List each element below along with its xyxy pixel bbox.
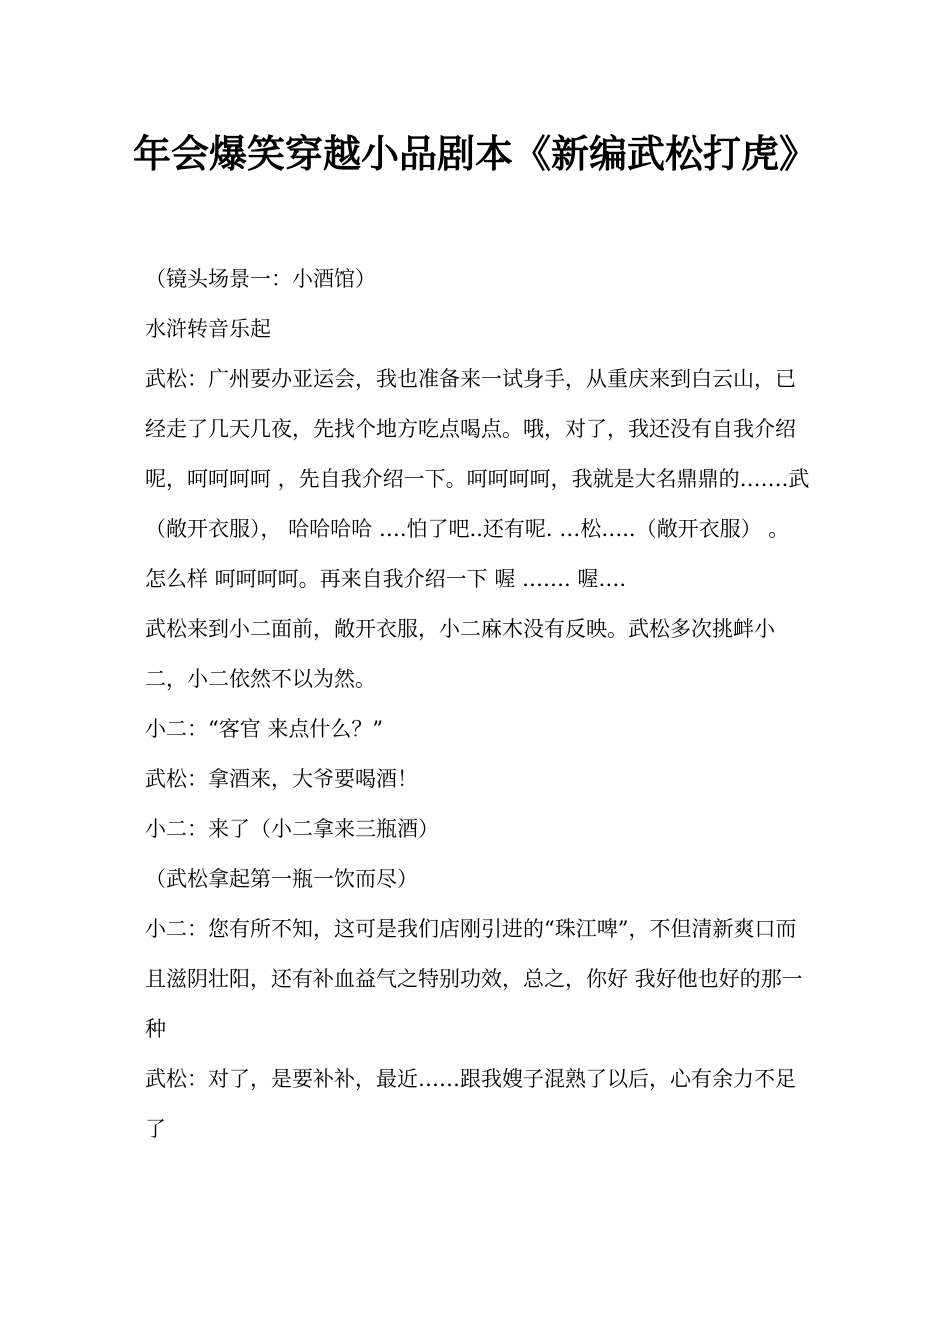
paragraph: 小二：您有所不知，这可是我们店刚引进的“珠江啤”，不但清新爽口而且滋阴壮阳，还有补血益气之特别功效，总之，你好 我好他也好的那一种 xyxy=(145,917,803,1041)
paragraph: 小二：来了（小二拿来三瓶酒） xyxy=(145,817,439,841)
paragraph: （镜头场景一：小酒馆） xyxy=(145,267,376,291)
paragraph: 武松：对了，是要补补，最近……跟我嫂子混熟了以后，心有余力不足了 xyxy=(145,1067,796,1141)
paragraph: （武松拿起第一瓶一饮而尽） xyxy=(145,867,418,891)
paragraph: 水浒转音乐起 xyxy=(145,317,271,341)
paragraph: 武松来到小二面前，敞开衣服，小二麻木没有反映。武松多次挑衅小二，小二依然不以为然。 xyxy=(145,617,775,691)
paragraph: 小二：“客官 来点什么？” xyxy=(145,717,384,741)
document-title: 年会爆笑穿越小品剧本《新编武松打虎》 xyxy=(132,132,817,176)
paragraph: 武松：广州要办亚运会，我也准备来一试身手，从重庆来到白云山，已经走了几天几夜，先找个地方吃点喝点。哦，对了，我还没有自我介绍呢，呵呵呵呵 ，先自我介绍一下。呵呵呵呵，我就是大名鼎鼎的…….武（敞开衣服）， 哈哈哈哈 ….怕了吧..还有呢. …松…..（敞开衣服） 。怎么样 呵呵呵呵。再来自我介绍一下 喔 ……. 喔…. xyxy=(145,367,810,591)
paragraph: 武松：拿酒来，大爷要喝酒！ xyxy=(145,767,418,791)
document-body xyxy=(145,254,810,1154)
